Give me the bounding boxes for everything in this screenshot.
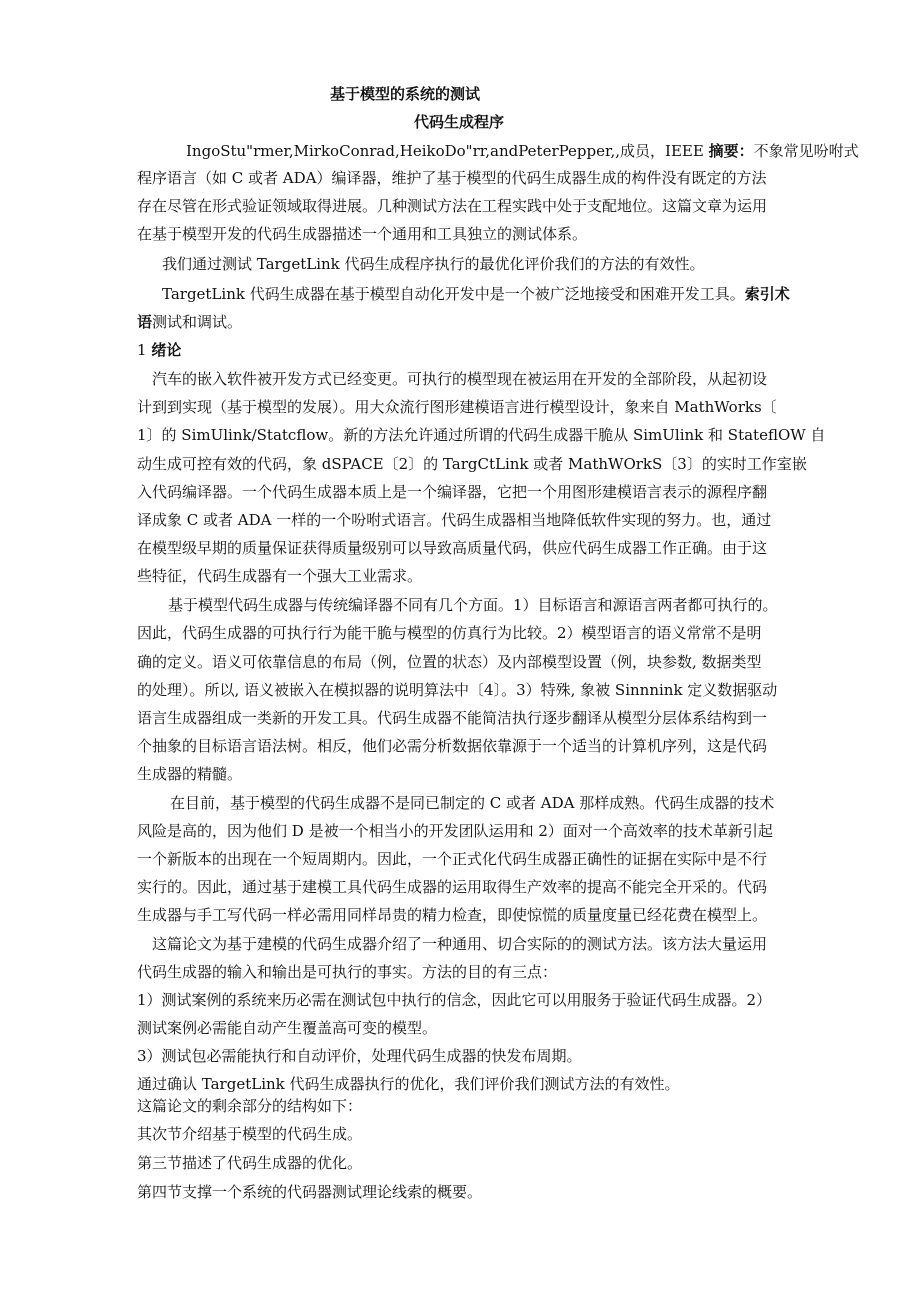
body-line: 动生成可控有效的代码，象 dSPACE〔2〕的 TargCtLink 或者 MathWOrkS〔3〕的实时工作室嵌 [137, 455, 807, 473]
body-line: 因此，代码生成器的可执行行为能干脆与模型的仿真行为比较。2）模型语言的语义常常不是明 [137, 624, 762, 642]
body-line: 1〕的 SimUlink/Statcflow。新的方法允许通过所谓的代码生成器干脆从 SimUlink 和 StateflOW 自 [137, 426, 826, 444]
body-line: 在目前，基于模型的代码生成器不是同已制定的 C 或者 ADA 那样成熟。代码生成器的技术 [170, 794, 775, 812]
index-terms-label: 索引术 [744, 285, 790, 303]
outline-item: 第四节支撑一个系统的代码器测试理论线索的概要。 [137, 1183, 483, 1201]
outline-item: 第三节描述了代码生成器的优化。 [137, 1154, 363, 1172]
body-line: 汽车的嵌入软件被开发方式已经变更。可执行的模型现在被运用在开发的全部阶段，从起初设 [152, 370, 768, 388]
paper-title-line1: 基于模型的系统的测试 [330, 85, 481, 103]
goal-line: 测试案例必需能自动产生覆盖高可变的模型。 [137, 1019, 438, 1037]
body-line: 些特征，代码生成器有一个强大工业需求。 [137, 567, 423, 585]
index-terms-label-end: 语 [137, 313, 153, 331]
body-line: 个抽象的目标语言语法树。相反，他们必需分析数据依靠源于一个适当的计算机序列，这是代码 [137, 737, 768, 755]
abstract-para3 [162, 284, 790, 305]
authors: IngoStu"rmer,MirkoConrad,HeikoDo"rr,andPeterPepper,,成员，IEEE [186, 142, 709, 160]
section-number: 1 [137, 341, 152, 359]
body-line: 通过确认 TargetLink 代码生成器执行的优化，我们评价我们测试方法的有效性。 [137, 1075, 680, 1093]
body-line: 的处理）。所以, 语义被嵌入在模拟器的说明算法中〔4〕。3）特殊, 象被 Sinnnink 定义数据驱动 [137, 681, 778, 699]
authors-abstract-line [186, 141, 859, 162]
abstract-label: 摘要： [708, 142, 754, 160]
goal-line: 1）测试案例的系统来历必需在测试包中执行的信念，因此它可以用服务于验证代码生成器。2） [137, 991, 772, 1009]
body-line: 风险是高的，因为他们 D 是被一个相当小的开发团队运用和 2）面对一个高效率的技术革新引起 [137, 822, 773, 840]
body-line: 语言生成器组成一类新的开发工具。代码生成器不能简洁执行逐步翻译从模型分层体系结构到一 [137, 709, 768, 727]
body-line: 这篇论文的剩余部分的结构如下： [137, 1097, 363, 1115]
body-line: 实行的。因此，通过基于建模工具代码生成器的运用取得生产效率的提高不能完全开采的。代码 [137, 878, 768, 896]
abstract-line: 在基于模型开发的代码生成器描述一个通用和工具独立的测试体系。 [137, 225, 588, 243]
body-line: 代码生成器的输入和输出是可执行的事实。方法的目的有三点： [137, 963, 558, 981]
body-line: 译成象 C 或者 ADA 一样的一个吩咐式语言。代码生成器相当地降低软件实现的努力。也，通过 [137, 511, 772, 529]
body-line: 计到到实现（基于模型的发展）。用大众流行图形建模语言进行模型设计，象来自 MathWorks〔 [137, 398, 777, 416]
abstract-para2: 我们通过测试 TargetLink 代码生成程序执行的最优化评价我们的方法的有效性。 [162, 255, 705, 273]
paper-title-line2: 代码生成程序 [414, 113, 505, 131]
body-line: 入代码编译器。一个代码生成器本质上是一个编译器，它把一个用图形建模语言表示的源程序翻 [137, 483, 768, 501]
body-line: 生成器与手工写代码一样必需用同样昂贵的精力检查，即使惊慌的质量度量已经花费在模型上。 [137, 906, 768, 924]
body-line: 生成器的精髓。 [137, 765, 243, 783]
body-line: 这篇论文为基于建模的代码生成器介绍了一种通用、切合实际的的测试方法。该方法大量运用 [152, 935, 768, 953]
body-line: 基于模型代码生成器与传统编译器不同有几个方面。1）目标语言和源语言两者都可执行的。 [168, 596, 778, 614]
body-line: 在模型级早期的质量保证获得质量级别可以导致高质量代码，供应代码生成器工作正确。由于这 [137, 539, 768, 557]
section-title: 绪论 [151, 341, 182, 359]
index-terms-line [137, 312, 242, 333]
abstract-line: 存在尽管在形式验证领域取得进展。几种测试方法在工程实践中处于支配地位。这篇文章为运用 [137, 197, 768, 215]
abstract-para3-text: TargetLink 代码生成器在基于模型自动化开发中是一个被广泛地接受和困难开发工具。 [162, 285, 745, 303]
goal-line: 3）测试包必需能执行和自动评价，处理代码生成器的快发布周期。 [137, 1047, 582, 1065]
index-terms: 测试和调试。 [152, 313, 243, 331]
abstract-line: 程序语言（如 C 或者 ADA）编译器，维护了基于模型的代码生成器生成的构件没有既定的方法 [137, 169, 767, 187]
body-line: 一个新版本的出现在一个短周期内。因此，一个正式化代码生成器正确性的证据在实际中是不行 [137, 850, 768, 868]
outline-item: 其次节介绍基于模型的代码生成。 [137, 1125, 363, 1143]
abstract-text-start: 不象常见吩咐式 [753, 142, 859, 160]
section-heading [137, 340, 181, 361]
body-line: 确的定义。语义可依靠信息的布局（例，位置的状态）及内部模型设置（例，块参数, 数据类型 [137, 653, 762, 671]
